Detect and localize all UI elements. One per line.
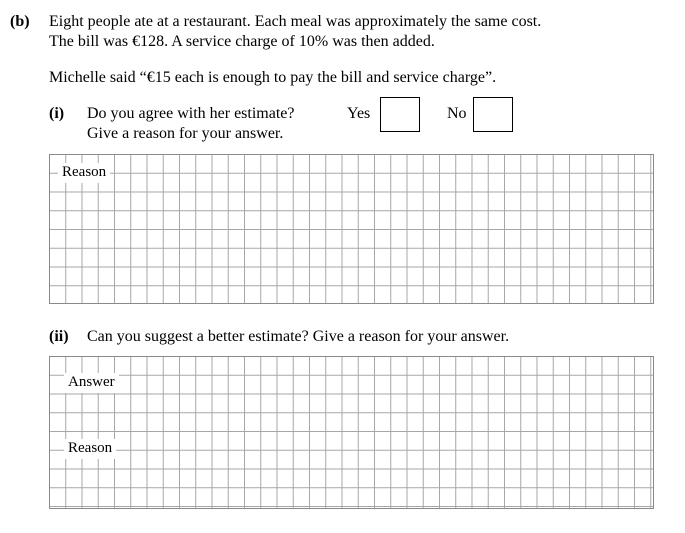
yes-label: Yes	[347, 105, 371, 122]
part-i-label: (i)	[49, 105, 65, 122]
yes-checkbox[interactable]	[380, 97, 420, 132]
answer-label-ii: Answer	[64, 373, 119, 393]
michelle-quote: Michelle said “€15 each is enough to pay the bill and service charge”.	[49, 69, 497, 86]
no-label: No	[447, 105, 467, 122]
reason-label-i: Reason	[58, 163, 110, 183]
part-ii-label: (ii)	[49, 328, 69, 345]
reason-grid-i[interactable]	[49, 154, 654, 304]
part-i-instruction: Give a reason for your answer.	[87, 125, 284, 142]
question-text-line-1: Eight people ate at a restaurant. Each meal was approximately the same cost.	[49, 13, 542, 30]
part-i-question: Do you agree with her estimate?	[87, 105, 295, 122]
answer-grid-ii[interactable]	[49, 356, 654, 509]
question-text-line-2: The bill was €128. A service charge of 10% was then added.	[49, 33, 435, 50]
no-checkbox[interactable]	[473, 97, 513, 132]
reason-label-ii: Reason	[64, 439, 116, 459]
part-b-label: (b)	[10, 13, 30, 30]
part-ii-question: Can you suggest a better estimate? Give a reason for your answer.	[87, 328, 510, 345]
